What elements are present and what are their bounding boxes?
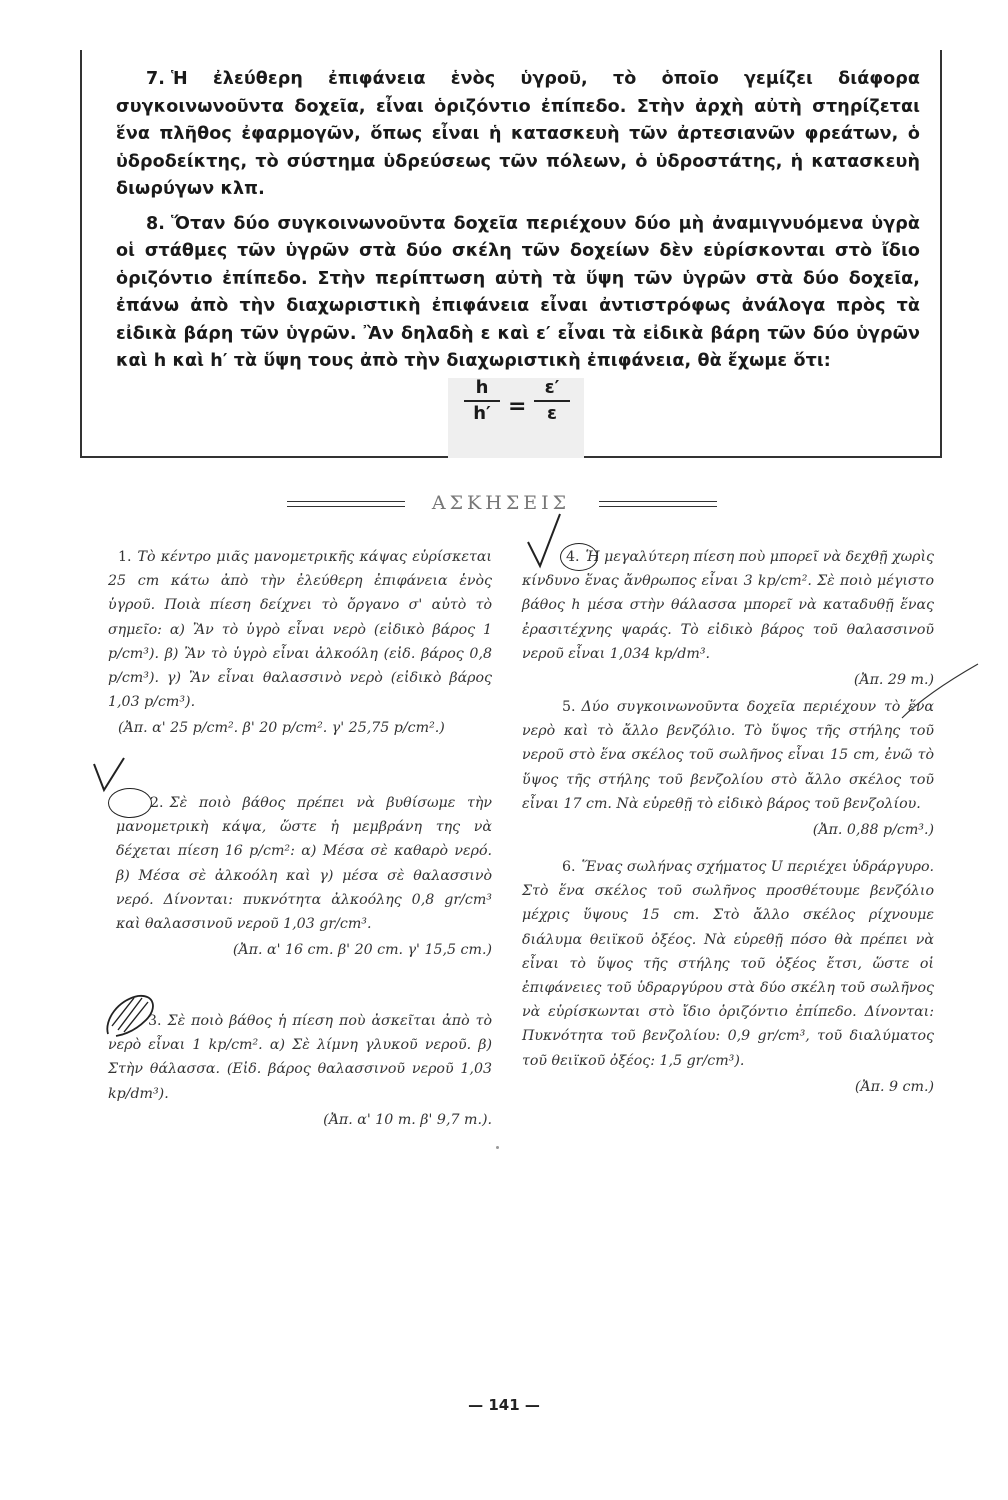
exercise-2-text: Σὲ ποιὸ βάθος πρέπει νὰ βυθίσωμε τὴν μανομετρικὴ κάψα, ὥστε ἡ μεμβράνη της νὰ δέχεται πίεση 16 p/cm²: α) Μέσα σὲ καθαρὸ νερό. β) Μέσα σὲ ἀλκοόλη καὶ γ) μέσα σὲ θαλασσινὸ νερό. Δίνονται: πυκνότητα ἀλκοόλης 0,8 gr/cm³ καὶ θαλασσινοῦ νεροῦ 1,03 gr/cm³.: [116, 795, 492, 933]
paragraph-8-number: 8.: [146, 213, 166, 234]
fraction-bar: [534, 400, 570, 402]
exercise-6-number: 6.: [562, 859, 576, 875]
exercise-2-answer: (Ἀπ. α' 16 cm. β' 20 cm. γ' 15,5 cm.): [232, 942, 492, 959]
formula-h: h: [475, 377, 489, 398]
formula-equals: =: [508, 394, 527, 419]
exercise-2: [116, 791, 492, 962]
exercise-4-text: Ἡ μεγαλύτερη πίεση ποὺ μπορεῖ νὰ δεχθῇ χωρὶς κίνδυνο ἕνας ἄνθρωπος εἶναι 3 kp/cm². Σὲ ποιὸ μέγιστο βάθος h μέσα στὴν θάλασσα μπορεῖ νὰ καταδυθῇ ἕνας ἐρασιτέχνης ψαράς. Τὸ εἰδικὸ βάρος τοῦ θαλασσινοῦ νεροῦ εἶναι 1,034 kp/dm³.: [522, 549, 934, 662]
exercise-2-number: 2.: [150, 795, 164, 811]
paragraph-7-text: Ἡ ἐλεύθερη ἐπιφάνεια ἑνὸς ὑγροῦ, τὸ ὁποῖο γεμίζει διάφορα συγκοινωνοῦντα δοχεῖα, εἶναι ὁριζόντιο ἐπίπεδο. Στὴν ἀρχὴ αὐτὴ στηρίζεται ἕνα πλῆθος ἐφαρμογῶν, ὅπως εἶναι ἡ κατασκευὴ τῶν ἀρτεσιανῶν φρεάτων, ὁ ὑδροδείκτης, τὸ σύστημα ὑδρεύσεως τῶν πόλεων, ὁ ὑδροστάτης, ἡ κατασκευὴ διωρύγων κλπ.: [116, 69, 920, 199]
exercise-3-text: Σὲ ποιὸ βάθος ἡ πίεση ποὺ ἀσκεῖται ἀπὸ τὸ νερὸ εἶναι 1 kp/cm². α) Σὲ λίμνη γλυκοῦ νεροῦ. β) Στὴν θάλασσα. (Εἰδ. βάρος θαλασσινοῦ νεροῦ 1,03 kp/dm³).: [108, 1013, 492, 1102]
checkmark-icon: [524, 510, 564, 570]
circle-mark-icon: [560, 543, 598, 571]
title-rule-right: [599, 501, 717, 507]
exercise-1-number: 1.: [118, 549, 132, 565]
circle-mark-icon: [108, 788, 152, 818]
exercise-3-answer: (Ἀπ. α' 10 m. β' 9,7 m.).: [323, 1111, 492, 1128]
paragraph-7: [116, 66, 920, 204]
section-title-text: ΑΣΚΗΣΕΙΣ: [431, 492, 571, 514]
formula-epsilon: ε: [546, 403, 558, 424]
exercise-1-answer: (Ἀπ. α' 25 p/cm². β' 20 p/cm². γ' 25,75 p/cm².): [118, 720, 445, 737]
paragraph-7-number: 7.: [146, 69, 166, 89]
exercise-1: [108, 545, 492, 741]
scribble-mark-icon: [98, 990, 168, 1040]
formula: [448, 378, 584, 458]
exercise-6-answer: (Ἀπ. 9 cm.): [854, 1078, 934, 1095]
pen-stroke-icon: [900, 660, 980, 720]
fraction-bar: [464, 400, 500, 402]
paragraph-8: [116, 211, 920, 376]
exercise-6-text: Ἕνας σωλήνας σχήματος U περιέχει ὑδράργυρο. Στὸ ἕνα σκέλος τοῦ σωλῆνος προσθέτουμε βενζόλιο μέχρις ὕψους 15 cm. Στὸ ἄλλο σκέλος ρίχνουμε διάλυμα θειϊκοῦ ὀξέος. Νὰ εὑρεθῇ πόσο θὰ πρέπει νὰ εἶναι τὸ ὕψος τῆς στήλης τοῦ ὀξέος ἔτσι, ὥστε οἱ ἐπιφάνειες τοῦ ὑδραργύρου στὰ δύο σκέλη τοῦ σωλῆνος νὰ εὑρίσκωνται στὸ ἴδιο ὁριζόντιο ἐπίπεδο. Δίνονται: Πυκνότητα τοῦ βενζολίου: 0,9 gr/cm³, τοῦ διαλύματος τοῦ θειϊκοῦ ὀξέος: 1,5 gr/cm³).: [522, 859, 934, 1069]
exercise-1-text: Τὸ κέντρο μιᾶς μανομετρικῆς κάψας εὑρίσκεται 25 cm κάτω ἀπὸ τὴν ἐλεύθερη ἐπιφάνεια ἑνὸς ὑγροῦ. Ποιὰ πίεση δείχνει τὸ ὄργανο σ' αὐτὸ τὸ σημεῖο: α) Ἂν τὸ ὑγρὸ εἶναι νερὸ (εἰδικὸ βάρος 1 p/cm³). β) Ἂν τὸ ὑγρὸ εἶναι ἀλκοόλη (εἰδ. βάρος 0,8 p/cm³). γ) Ἂν εἶναι θαλασσινὸ νερὸ (εἰδικὸ βάρος 1,03 p/cm³).: [108, 549, 492, 711]
exercise-4-answer: (Ἀπ. 29 m.): [853, 672, 934, 689]
paragraph-8-text: Ὅταν δύο συγκοινωνοῦντα δοχεῖα περιέχουν δύο μὴ ἀναμιγνυόμενα ὑγρὰ οἱ στάθμες τῶν ὑγρῶν στὰ δύο σκέλη τῶν δοχείων δὲν εὑρίσκονται στὸ ἴδιο ὁριζόντιο ἐπίπεδο. Στὴν περίπτωση αὐτὴ τὰ ὕψη τῶν ὑγρῶν στὰ δύο δοχεῖα, ἐπάνω ἀπὸ τὴν διαχωριστικὴ ἐπιφάνεια εἶναι ἀντιστρόφως ἀνάλογα πρὸς τὰ εἰδικὰ βάρη τῶν ὑγρῶν. Ἂν δηλαδὴ ε καὶ ε′ εἶναι τὰ εἰδικὰ βάρη τῶν δύο ὑγρῶν καὶ h καὶ h′ τὰ ὕψη τους ἀπὸ τὴν διαχωριστικὴ ἐπιφάνεια, θὰ ἔχωμε ὅτι:: [116, 213, 920, 371]
exercise-5-number: 5.: [562, 699, 576, 715]
title-rule-left: [287, 501, 405, 507]
exercise-4-number: 4.: [566, 549, 580, 565]
exercise-6: [522, 855, 934, 1099]
formula-h-prime: h′: [473, 403, 491, 424]
exercise-5: [522, 695, 934, 842]
formula-left-fraction: [464, 378, 500, 424]
section-title: [287, 488, 717, 522]
formula-right-fraction: [534, 378, 570, 424]
stray-dot: [496, 1146, 499, 1149]
page-number: — 141 —: [468, 1396, 540, 1414]
exercise-5-answer: (Ἀπ. 0,88 p/cm³.): [812, 822, 934, 839]
exercise-5-text: Δύο συγκοινωνοῦντα δοχεῖα περιέχουν τὸ ἕνα νερὸ καὶ τὸ ἄλλο βενζόλιο. Τὸ ὕψος τῆς στήλης τοῦ νεροῦ στὸ ἕνα σκέλος τοῦ σωλῆνος εἶναι 15 cm, ἐνῶ τὸ ὕψος τῆς στήλης τοῦ βενζολίου στὸ ἄλλο σκέλος τοῦ εἶναι 17 cm. Νὰ εὑρεθῇ τὸ εἰδικὸ βάρος τοῦ βενζολίου.: [522, 699, 934, 812]
formula-epsilon-prime: ε′: [544, 377, 560, 398]
exercise-3-number: 3.: [148, 1013, 162, 1029]
